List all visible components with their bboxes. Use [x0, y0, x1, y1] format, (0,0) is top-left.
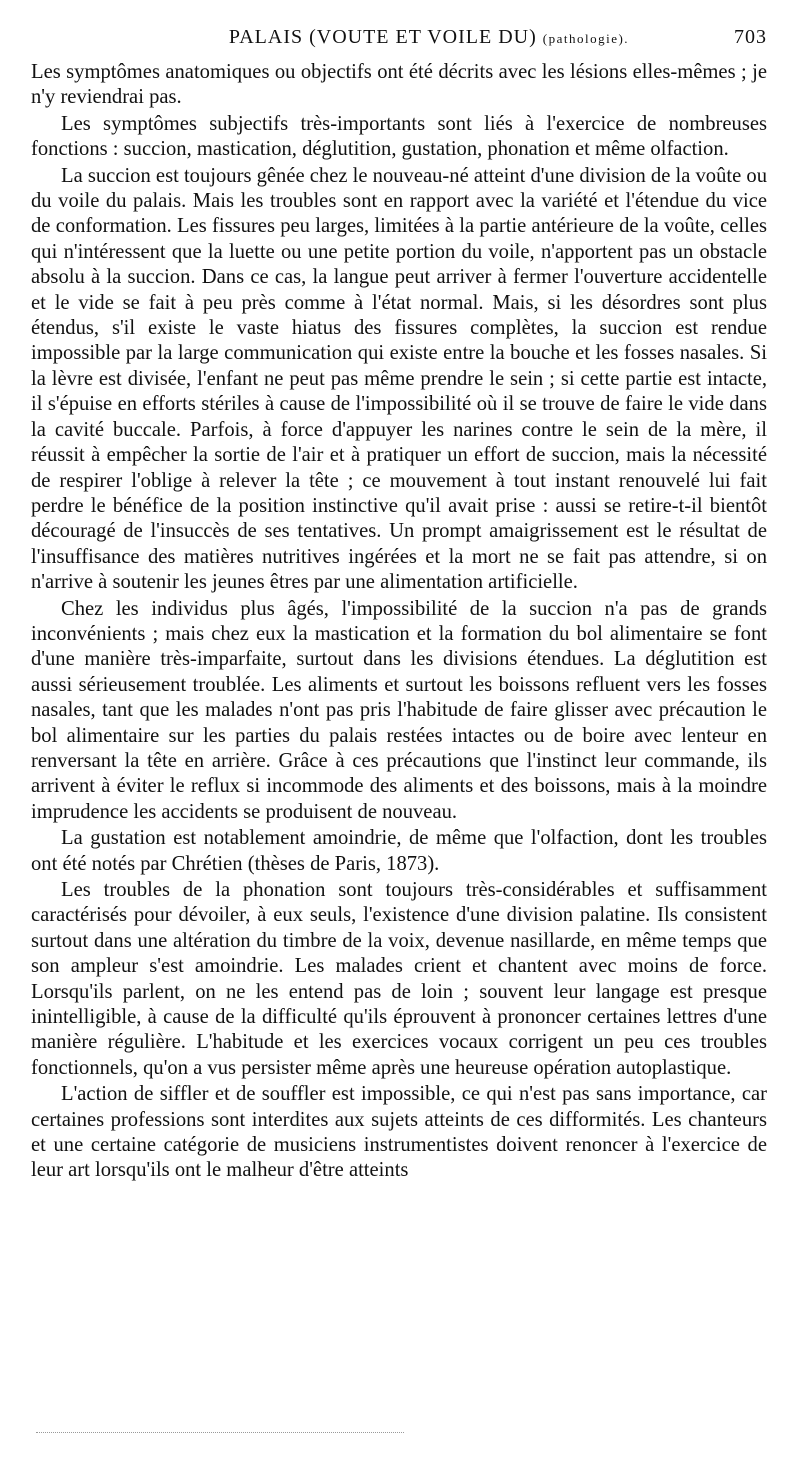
header-section: (pathologie). — [542, 31, 630, 46]
paragraph-phonation: Les troubles de la phonation sont toujours très-considérables et suffisamment caractérisés pour dévoiler, à eux seuls, l'existence d'une division palatine. Ils consistent surtout dans une altération du timbre de la voix, devenue nasillarde, en même temps que son ampleur s'est amoindrie. Les malades crient et chantent avec moins de force. Lorsqu'ils parlent, on ne les entend pas de loin ; souvent leur langage est presque inintelligible, à cause de la difficulté qu'ils éprouvent à prononcer certaines lettres d'une manière régulière. L'habitude et les exercices vocaux corrigent un peu ces troubles fonctionnels, qu'on a vus persister même après une heureuse opération autoplastique. — [31, 879, 767, 1079]
header-title: PALAIS (VOUTE ET VOILE DU) — [228, 26, 537, 48]
book-page — [31, 26, 767, 1185]
body-text — [31, 60, 767, 1184]
page-number: 703 — [734, 26, 767, 48]
paragraph-mastication-deglutition: Chez les individus plus âgés, l'impossibilité de la succion n'a pas de grands inconvénients ; mais chez eux la mastication et la formation du bol alimentaire se font d'une manière très-imparfaite, surtout dans les divisions étendues. La déglutition est aussi sérieusement troublée. Les aliments et surtout les boissons refluent vers les fosses nasales, tant que les malades n'ont pas pris l'habitude de faire glisser avec précaution le bol alimentaire sur les parties du palais restées intactes ou de boire avec lenteur en renversant la tête en arrière. Grâce à ces précautions que l'instinct leur commande, ils arrivent à éviter le reflux si incommode des aliments et des boissons, mais à la moindre imprudence les accidents se produisent de nouveau. — [31, 597, 767, 823]
running-head-title — [229, 26, 629, 49]
running-head — [31, 26, 767, 60]
paragraph-subjective-symptoms: Les symptômes subjectifs très-importants sont liés à l'exercice de nombreuses fonctions : succion, mastication, déglutition, gustation, phonation et même olfaction. — [31, 112, 767, 161]
paragraph-siffler-souffler: L'action de siffler et de souffler est impossible, ce qui n'est pas sans importance, car certaines professions sont interdites aux sujets atteints de ces difformités. Les chanteurs et une certaine catégorie de musiciens instrumentistes doivent renoncer à l'exercice de leur art lorsqu'ils ont le malheur d'être atteints — [31, 1083, 767, 1182]
paragraph-succion: La succion est toujours gênée chez le nouveau-né atteint d'une division de la voûte ou du voile du palais. Mais les troubles sont en rapport avec la variété et l'étendue du vice de conformation. Les fissures peu larges, limitées à la partie antérieure de la voûte, celles qui n'intéressent que la luette ou une petite portion du voile, n'apportent pas un obstacle absolu à la succion. Dans ce cas, la langue peut arriver à fermer l'ouverture accidentelle et le vide se fait à peu près comme à l'état normal. Mais, si les désordres sont plus étendus, s'il existe le vaste hiatus des fissures complètes, la succion est rendue impossible par la large communication qui existe entre la bouche et les fosses nasales. Si la lèvre est divisée, l'enfant ne peut pas même prendre le sein ; si cette partie est intacte, il s'épuise en efforts stériles à cause de l'impossibilité où il se trouve de faire le vide dans la cavité buccale. Parfois, à force d'appuyer les narines contre le sein de la mère, il réussit à empêcher la sortie de l'air et à pratiquer un effort de succion, mais la nécessité de respirer l'oblige à relever la tête ; ce mouvement à tout instant renouvelé lui fait perdre le bénéfice de la position instinctive qu'il avait prise : aussi se retire-t-il bientôt découragé de l'insuccès de ses tentatives. Un prompt amaigrissement est le résultat de l'insuffisance des matières nutritives ingérées et la mort ne se fait pas attendre, si on n'arrive à soutenir les jeunes êtres par une alimentation artificielle. — [31, 164, 767, 594]
footer-dotted-rule — [36, 1432, 404, 1433]
paragraph-objective-symptoms: Les symptômes anatomiques ou objectifs ont été décrits avec les lésions elles-mêmes ; je n'y reviendrai pas. — [31, 61, 767, 109]
paragraph-gustation: La gustation est notablement amoindrie, de même que l'olfaction, dont les troubles ont été notés par Chrétien (thèses de Paris, 1873). — [31, 827, 767, 875]
